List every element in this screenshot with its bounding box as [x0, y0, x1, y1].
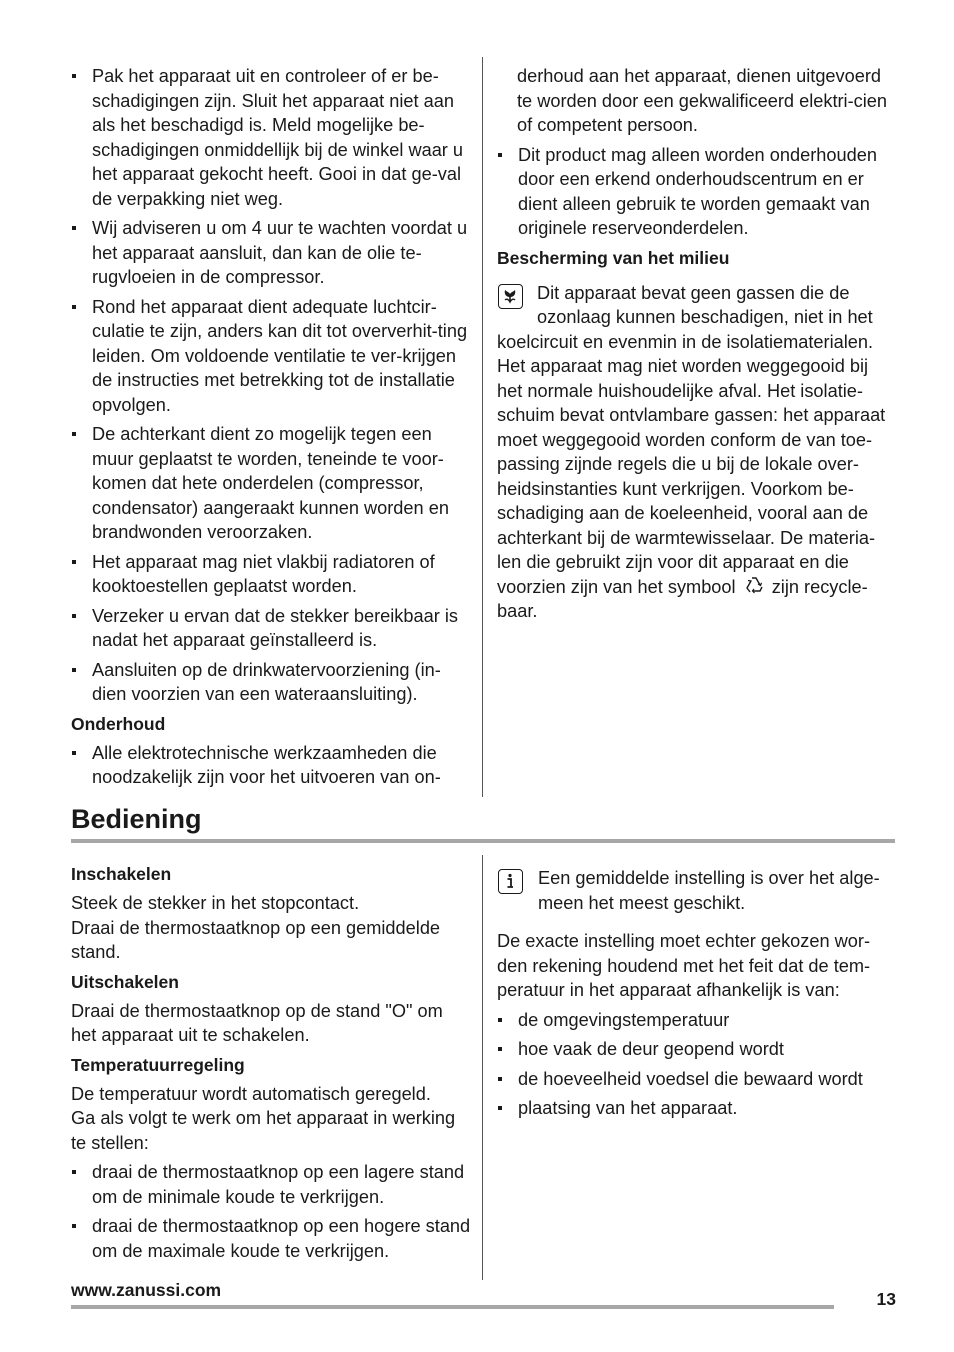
info-text: Een gemiddelde instelling is over het alge-meen het meest geschikt. — [538, 868, 880, 913]
list-item: Alle elektrotechnische werkzaamheden die noodzakelijk zijn voor het uitvoeren van on- — [71, 741, 471, 790]
list-item: hoe vaak de deur geopend wordt — [497, 1037, 897, 1062]
list-item: Rond het apparaat dient adequate luchtcir-culatie te zijn, anders kan dit tot oververhit-ting leiden. Om voldoende ventilatie te ver-krijgen de instructies met betrekking tot de installatie opvolgen. — [71, 295, 471, 418]
milieu-block — [497, 281, 897, 624]
column-divider-bottom — [482, 855, 483, 1280]
list-item: plaatsing van het apparaat. — [497, 1096, 897, 1121]
environment-icon — [498, 284, 523, 309]
top-left-column — [71, 64, 471, 795]
milieu-text-end: zijn recycle-baar. — [497, 576, 868, 621]
continued-paragraph: derhoud aan het apparaat, dienen uitgevoerd te worden door een gekwalificeerd elektri-cien of competent persoon. — [517, 66, 888, 135]
section-rule — [71, 839, 895, 843]
temperatuur-line-2: Ga als volgt te werk om het apparaat in werking te stellen: — [71, 1108, 456, 1153]
info-icon — [498, 869, 523, 894]
bottom-right-column — [497, 866, 897, 1126]
recycle-icon — [743, 575, 765, 597]
list-item: draai de thermostaatknop op een hogere stand om de maximale koude te verkrijgen. — [71, 1214, 471, 1263]
list-item: Wij adviseren u om 4 uur te wachten voordat u het apparaat aansluit, dan kan de olie te-rugvloeien in de compressor. — [71, 216, 471, 290]
bottom-left-column — [71, 862, 471, 1268]
inschakelen-line-1: Steek de stekker in het stopcontact. — [71, 893, 360, 913]
inschakelen-line-2: Draai de thermostaatknop op een gemiddelde stand. — [71, 917, 441, 962]
list-item: Verzeker u ervan dat de stekker bereikbaar is nadat het apparaat geïnstalleerd is. — [71, 604, 471, 653]
inschakelen-heading: Inschakelen — [71, 864, 172, 884]
top-right-column — [497, 64, 897, 624]
list-item: Pak het apparaat uit en controleer of er be-schadigingen zijn. Sluit het apparaat niet aan als het beschadigd is. Meld mogelijke be-schadigingen onmiddellijk bij de winkel waar u het apparaat gekocht heeft. Gooi in dat ge-val de verpakking niet weg. — [71, 64, 471, 211]
temperature-list — [71, 1160, 471, 1263]
page-number: 13 — [876, 1289, 896, 1309]
uitschakelen-heading: Uitschakelen — [71, 971, 179, 992]
footer-url[interactable]: www.zanussi.com — [71, 1280, 222, 1300]
info-note — [497, 866, 897, 915]
footer-rule — [71, 1305, 834, 1309]
onderhoud-list — [71, 741, 471, 790]
temperatuur-line-1: De temperatuur wordt automatisch geregeld. — [71, 1083, 431, 1104]
list-item: Aansluiten op de drinkwatervoorziening (in-dien voorzien van een wateraansluiting). — [71, 658, 471, 707]
maintenance-list — [497, 143, 897, 241]
factors-list — [497, 1008, 897, 1121]
setting-paragraph: De exacte instelling moet echter gekozen wor-den rekening houdend met het feit dat de tem-peratuur in het apparaat afhankelijk is van: — [497, 931, 871, 1000]
milieu-heading: Bescherming van het milieu — [497, 247, 730, 268]
list-item: De achterkant dient zo mogelijk tegen een muur geplaatst te worden, teneinde te voor-komen dat hete onderdelen (compressor, condensator) aangeraakt kunnen worden en brandwonden veroorzaken. — [71, 422, 471, 545]
list-item: Dit product mag alleen worden onderhouden door een erkend onderhoudscentrum en er dient alleen gebruik te worden gemaakt van originele reserveonderdelen. — [497, 143, 897, 241]
uitschakelen-text: Draai de thermostaatknop op de stand "O" om het apparaat uit te schakelen. — [71, 1000, 443, 1045]
column-divider-top — [482, 57, 483, 797]
list-item: de hoeveelheid voedsel die bewaard wordt — [497, 1067, 897, 1092]
list-item: Het apparaat mag niet vlakbij radiatoren of kooktoestellen geplaatst worden. — [71, 550, 471, 599]
milieu-text: Dit apparaat bevat geen gassen die de ozonlaag kunnen beschadigen, niet in het koelcircuit en evenmin in de isolatiematerialen. Het apparaat mag niet worden weggegooid bij het normale huishoudelijke afval. Het isolatie-schuim bevat ontvlambare gassen: het apparaat moet weggegooid worden conform de van toe-passing zijnde regels die u bij de lokale over-heidsinstanties kunt verkrijgen. Voorkom be-schadiging aan de koeleenheid, vooral aan de achterkant bij de warmtewisselaar. De materia-len die gebruikt zijn voor dit apparaat en die voorzien zijn van het symbool — [497, 282, 886, 597]
section-title: Bediening — [71, 804, 202, 834]
list-item: de omgevingstemperatuur — [497, 1008, 897, 1033]
onderhoud-heading: Onderhoud — [71, 713, 166, 734]
temperatuur-heading: Temperatuurregeling — [71, 1054, 245, 1075]
precautions-list — [71, 64, 471, 707]
list-item: draai de thermostaatknop op een lagere stand om de minimale koude te verkrijgen. — [71, 1160, 471, 1209]
